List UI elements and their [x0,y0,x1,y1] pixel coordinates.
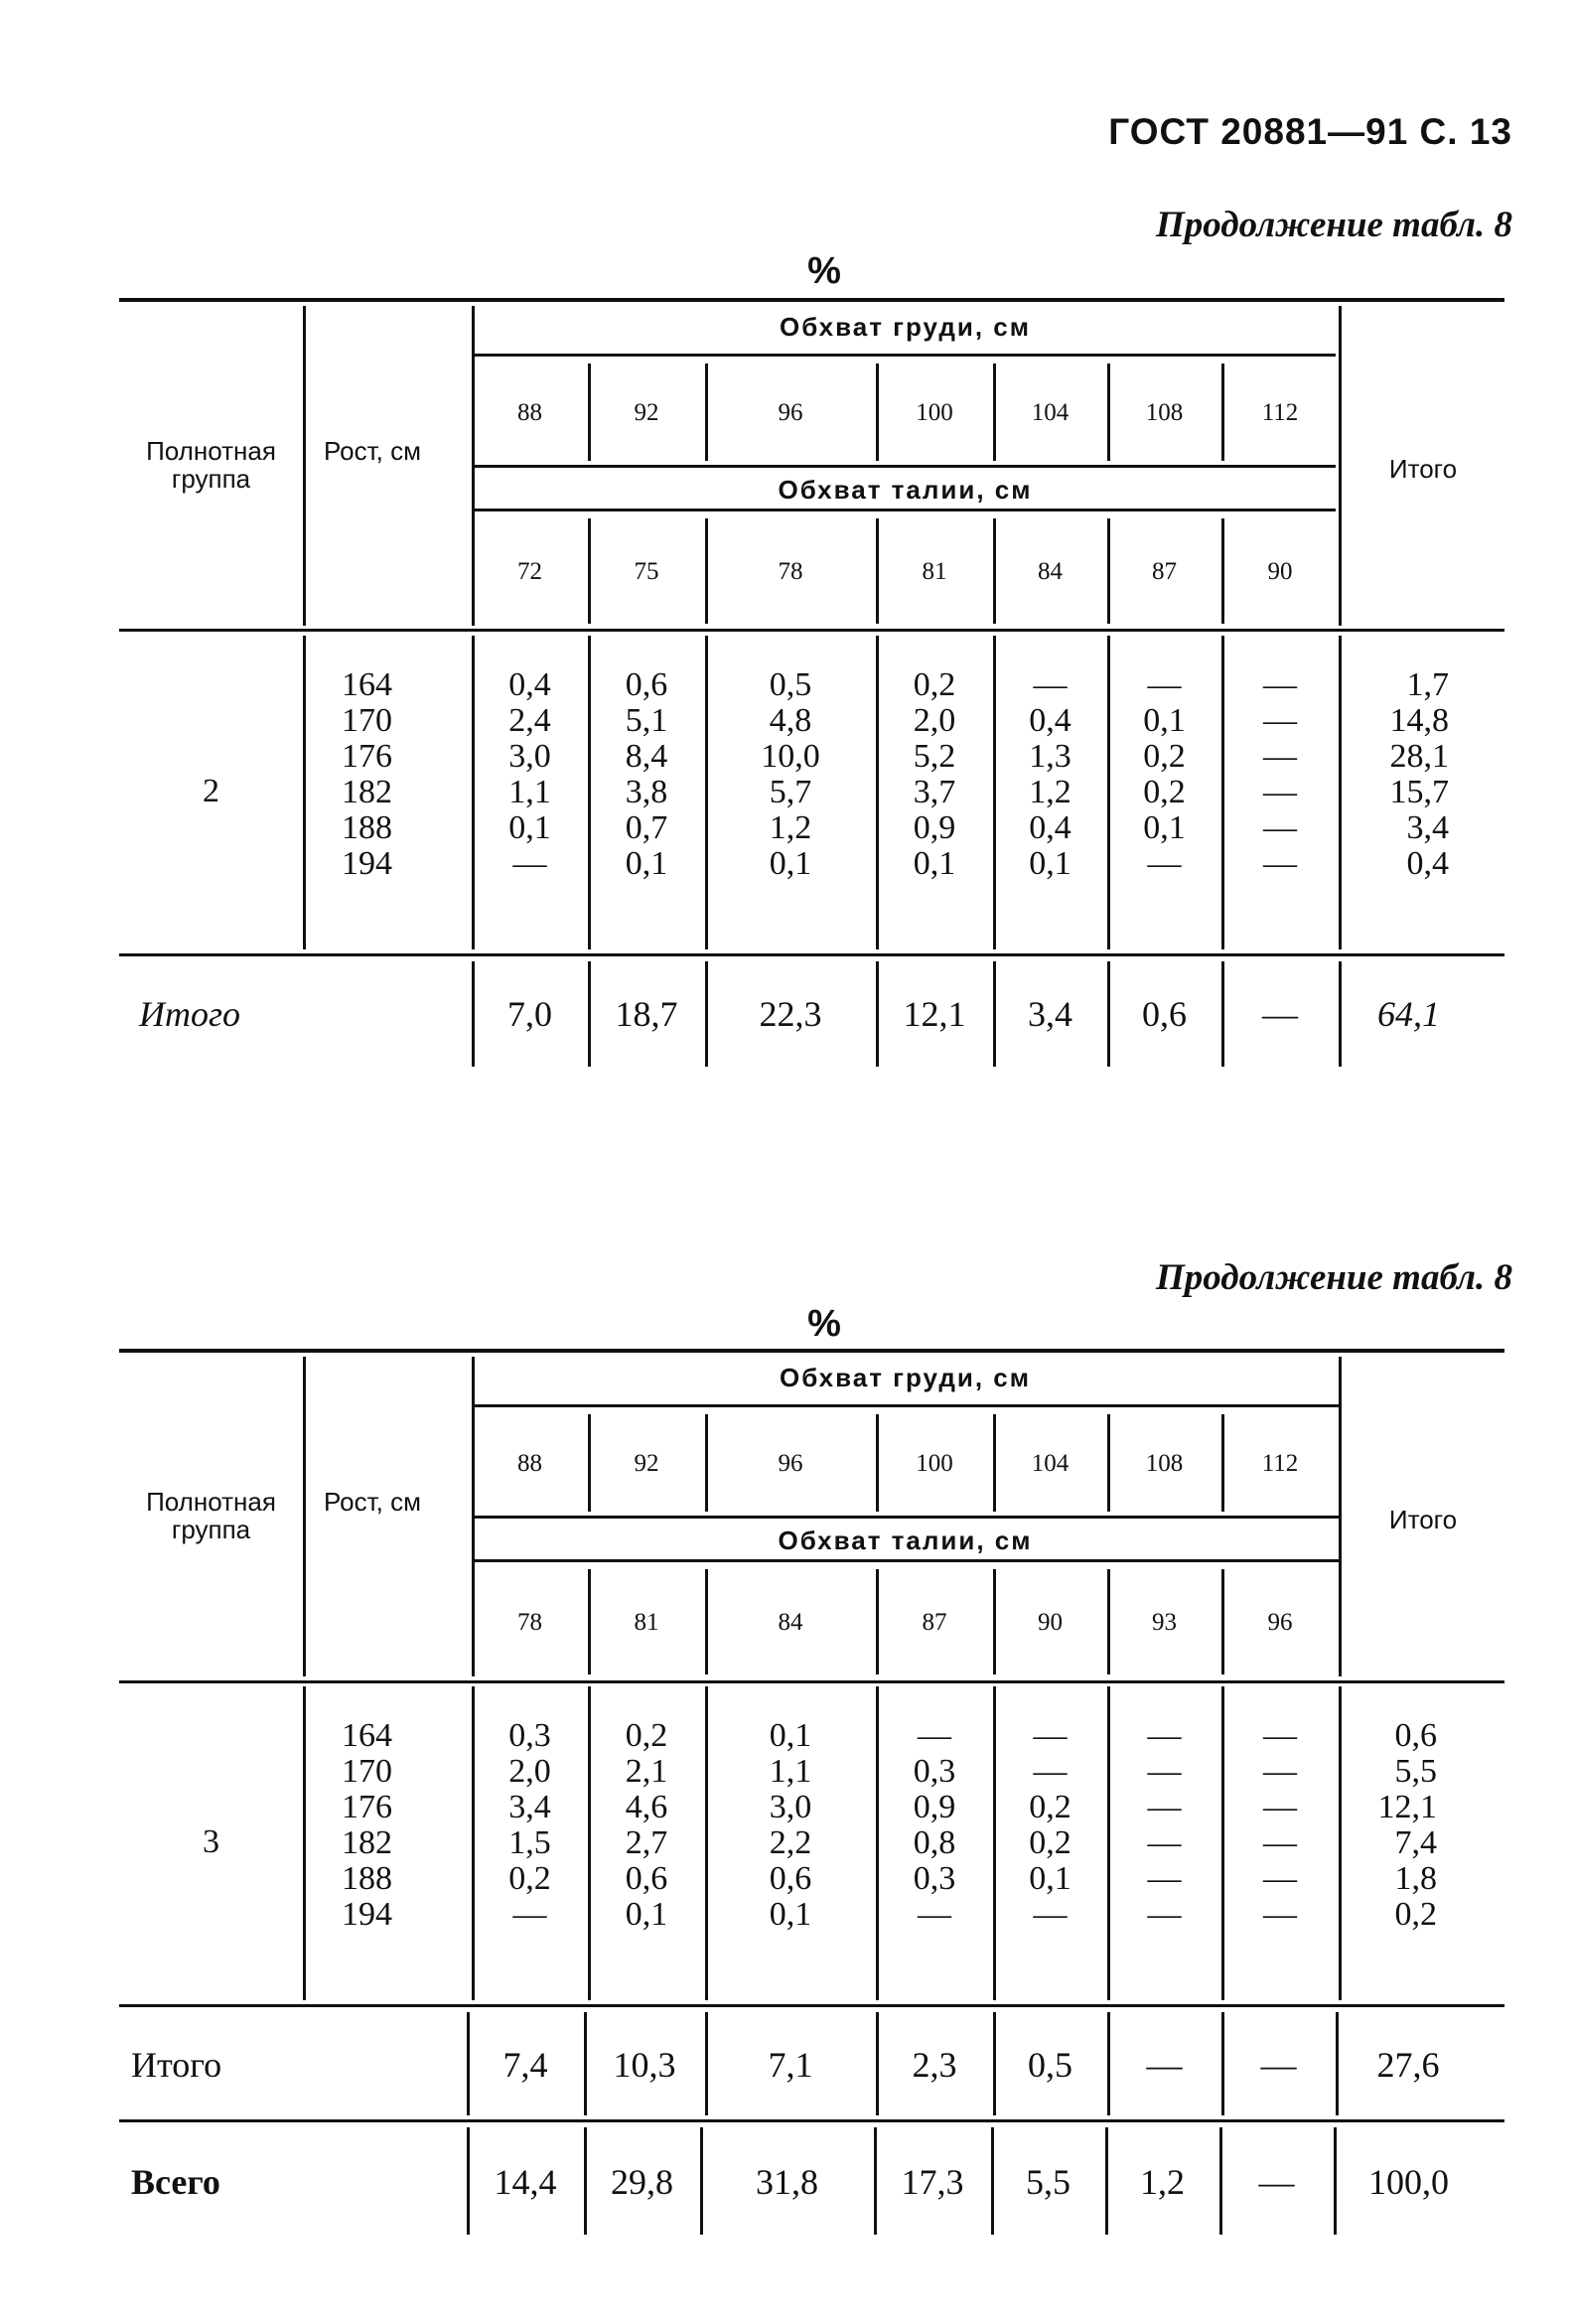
waist-value: 84 [778,1609,803,1636]
data-column: — 0,4 1,3 1,2 0,4 0,1 [1029,666,1072,882]
header-waist: Обхват талии, см [778,1525,1033,1555]
grand-total-value: 29,8 [611,2162,673,2202]
footer-value: — [1260,2045,1297,2085]
footer-value: 2,3 [912,2045,957,2085]
waist-value: 84 [1038,558,1063,585]
footer-value: 22,3 [759,994,822,1034]
footer-value: 12,1 [903,994,966,1034]
footer-value: 10,3 [613,2045,676,2085]
waist-value: 72 [517,558,542,585]
waist-value: 93 [1152,1609,1177,1636]
data-column: — — — — — — [1263,666,1297,882]
table-1-caption: Продолжение табл. 8 [1156,205,1512,245]
grand-total-value: 31,8 [756,2162,818,2202]
data-column: 0,4 2,4 3,0 1,1 0,1 — [508,666,551,882]
footer-value: 7,1 [768,2045,813,2085]
header-height: Рост, см [323,436,421,466]
data-column: — — — — — — [1147,1717,1182,1933]
waist-value: 87 [1152,558,1177,585]
footer-value: 18,7 [615,994,678,1034]
chest-value: 92 [634,399,659,426]
footer-label: Итого [139,994,241,1034]
chest-value: 112 [1261,399,1299,426]
header-group: Полнотная группа [146,436,276,494]
grand-total-value: 14,4 [494,2162,557,2202]
footer-value: 0,6 [1142,994,1187,1034]
waist-value: 90 [1267,558,1293,585]
table-2-caption: Продолжение табл. 8 [1156,1257,1512,1298]
footer-value: 7,4 [502,2045,548,2085]
footer-value: 7,0 [507,994,552,1034]
footer-total: 64,1 [1377,994,1440,1034]
footer-value: 3,4 [1028,994,1072,1034]
chest-value: 104 [1031,399,1070,426]
header-chest: Обхват груди, см [780,1363,1031,1392]
table-2 [119,1349,1504,2243]
header-waist: Обхват талии, см [778,475,1033,505]
header-height: Рост, см [323,1487,421,1517]
footer-value: — [1146,2045,1183,2085]
data-column: 0,2 2,0 5,2 3,7 0,9 0,1 [913,666,956,882]
chest-value: 88 [517,399,542,426]
table-1-unit: % [807,250,841,292]
waist-value: 81 [634,1609,659,1636]
waist-value: 78 [517,1609,542,1636]
header-chest: Обхват груди, см [780,312,1031,342]
data-column: 0,3 2,0 3,4 1,5 0,2 — [508,1717,551,1933]
group-label: 3 [203,1823,219,1860]
data-column: — — — — — — [1263,1717,1297,1933]
chest-value: 96 [778,399,803,426]
data-column: — — 0,2 0,2 0,1 — [1029,1717,1072,1933]
table-1 [119,298,1504,1073]
header-total: Итого [1388,1505,1458,1534]
chest-value: 92 [634,1450,659,1477]
waist-value: 78 [778,558,803,585]
grand-total-value: 17,3 [901,2162,964,2202]
chest-value: 112 [1261,1450,1299,1477]
height-list: 164 170 176 182 188 194 [342,666,392,882]
footer-label: Итого [131,2045,222,2085]
data-column: 0,1 1,1 3,0 2,2 0,6 0,1 [769,1717,812,1933]
waist-value: 75 [634,558,659,585]
page-header: ГОСТ 20881—91 С. 13 [1108,111,1512,152]
table-2-unit: % [807,1303,841,1345]
row-total-column: 1,7 14,8 28,1 15,7 3,4 0,4 [1389,666,1449,882]
group-label: 2 [203,773,219,809]
waist-value: 96 [1267,1609,1293,1636]
header-group: Полнотная группа [146,1487,276,1544]
chest-value: 108 [1145,1450,1184,1477]
chest-value: 104 [1031,1450,1070,1477]
chest-value: 88 [517,1450,542,1477]
waist-value: 87 [922,1609,947,1636]
grand-total-value: — [1258,2162,1295,2202]
footer-total: 27,6 [1376,2045,1440,2085]
height-list: 164 170 176 182 188 194 [342,1717,392,1933]
grand-total: 100,0 [1368,2162,1449,2202]
waist-value: 81 [922,558,947,585]
footer-value: — [1262,994,1298,1034]
grand-total-value: 1,2 [1140,2162,1185,2202]
grand-total-value: 5,5 [1026,2162,1071,2202]
grand-total-label: Всего [131,2162,220,2202]
chest-value: 96 [778,1450,803,1477]
chest-value: 100 [916,399,953,426]
footer-value: 0,5 [1028,2045,1072,2085]
data-column: 0,5 4,8 10,0 5,7 1,2 0,1 [761,666,820,882]
data-column: 0,2 2,1 4,6 2,7 0,6 0,1 [625,1717,668,1933]
row-total-column: 0,6 5,5 12,1 7,4 1,8 0,2 [1377,1717,1437,1933]
chest-value: 100 [916,1450,953,1477]
header-total: Итого [1388,454,1458,484]
data-column: — 0,3 0,9 0,8 0,3 — [913,1717,956,1933]
data-column: — 0,1 0,2 0,2 0,1 — [1143,666,1186,882]
waist-value: 90 [1038,1609,1063,1636]
chest-value: 108 [1145,399,1184,426]
data-column: 0,6 5,1 8,4 3,8 0,7 0,1 [625,666,668,882]
